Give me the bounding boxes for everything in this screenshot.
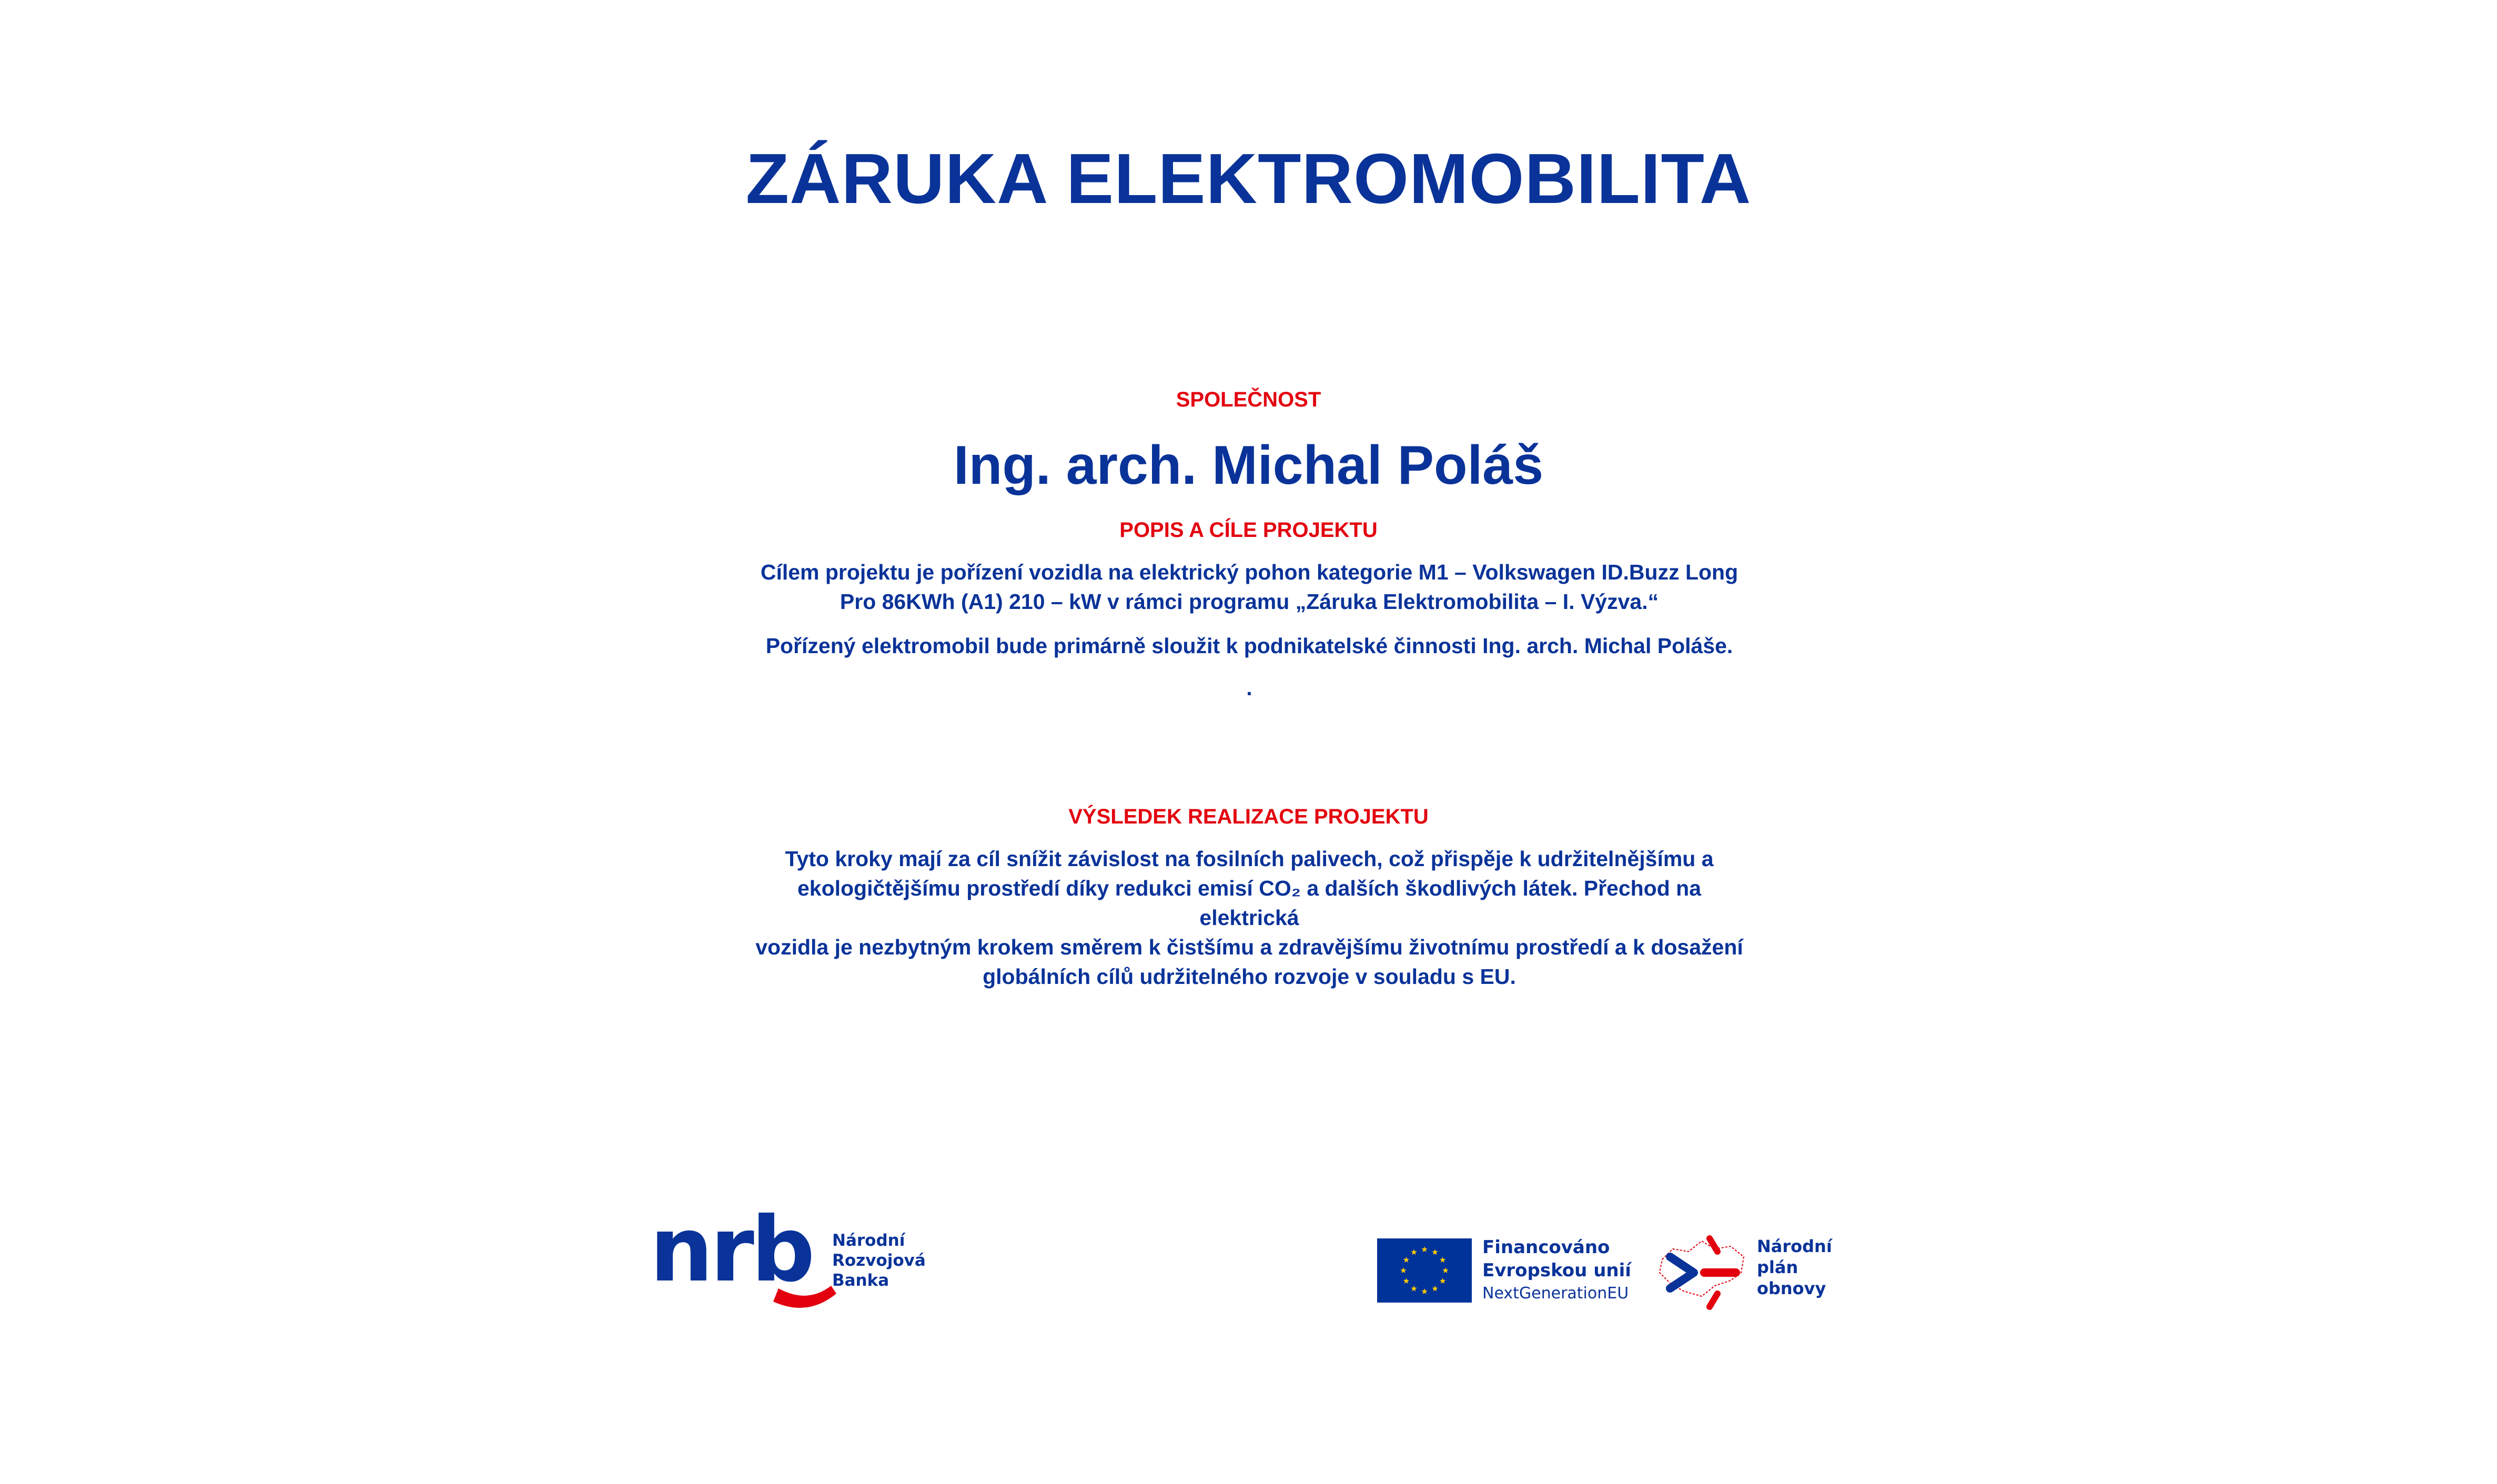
description-line-2: Pro 86KWh (A1) 210 – kW v rámci programu „Záruka Elektromobilita – I. Výzva.“ [840,589,1659,614]
description-line-1: Cílem projektu je pořízení vozidla na elektrický pohon kategorie M1 – Volkswagen ID.Buzz Long [760,560,1738,584]
page-title: ZÁRUKA ELEKTROMOBILITA [745,139,1752,218]
nrb-line-2: Rozvojová [832,1251,926,1270]
description-paragraph-2: Pořízený elektromobil bude primárně sloužit k podnikatelské činnosti Ing. arch. Michal Poláše. [765,634,1733,658]
result-label: VÝSLEDEK REALIZACE PROJEKTU [1068,805,1429,828]
result-paragraph [747,844,1752,991]
eu-line-2: Evropskou unií [1482,1260,1631,1281]
nrb-name [832,1231,926,1290]
company-label: SPOLEČNOST [1176,388,1321,411]
nrb-line-1: Národní [832,1231,905,1250]
result-line-1: Tyto kroky mají za cíl snížit závislost na fosilních palivech, což přispěje k udržitelnějšímu a [785,847,1714,871]
npo-line-2: plán [1757,1257,1798,1277]
description-paragraph-1 [747,557,1752,616]
eu-line-3: NextGenerationEU [1482,1284,1629,1303]
npo-line-1: Národní [1757,1236,1832,1256]
company-name: Ing. arch. Michal Poláš [953,435,1544,496]
nrb-line-3: Banka [832,1271,889,1290]
eu-funding-text [1482,1236,1631,1305]
description-label: POPIS A CÍLE PROJEKTU [1119,519,1378,542]
npo-logo-icon [1652,1228,1752,1312]
eu-line-1: Financováno [1482,1237,1610,1258]
npo-line-3: obnovy [1757,1278,1826,1298]
result-line-2: ekologičtějšímu prostředí díky redukci emisí CO₂ a dalších škodlivých látek. Přechod na elektrická [797,876,1702,930]
result-line-3: vozidla je nezbytným krokem směrem k čistšímu a zdravějšímu životnímu prostředí a k dosažení [755,935,1743,959]
eu-flag-icon [1377,1238,1472,1303]
npo-name [1757,1236,1832,1299]
result-line-4: globálních cílů udržitelného rozvoje v souladu s EU. [983,964,1516,989]
description-dot: . [1246,676,1252,700]
nrb-logo-text: nrb [650,1209,812,1302]
